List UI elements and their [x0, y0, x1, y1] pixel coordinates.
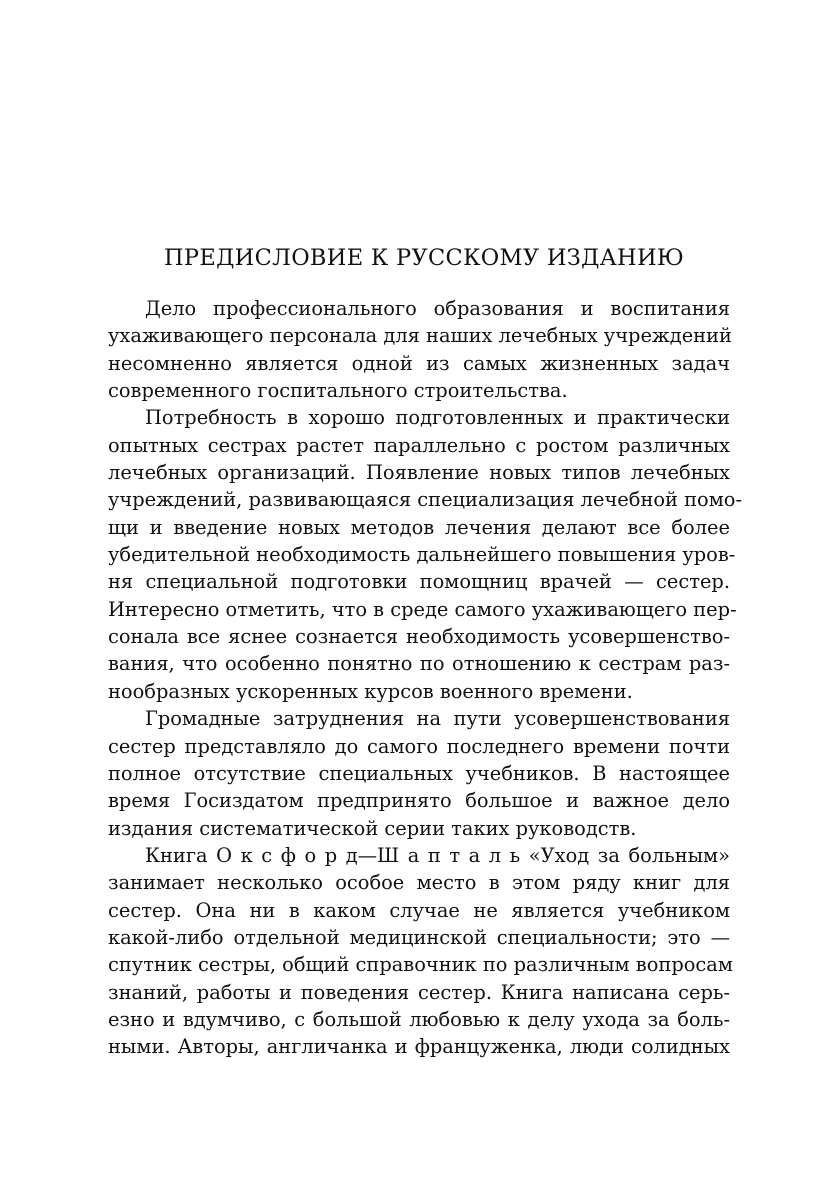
text-line: полное отсутствие специальных учебников. В настоящее [108, 761, 730, 785]
text-line: какой-либо отдельной медицинской специальности; это — [108, 925, 730, 949]
text-line: спутник сестры, общий справочник по различным вопросам [108, 953, 733, 977]
text-line: ухаживающего персонала для наших лечебных учреждений [108, 324, 732, 348]
text-line: занимает несколько особое место в этом ряду книг для [108, 871, 730, 895]
text-line: ня специальной подготовки помощниц врачей — сестер. [108, 570, 730, 594]
text-line: Книга О к с ф о р д—Ш а п т а л ь «Уход за больным» [145, 843, 730, 867]
text-line: щи и введение новых методов лечения делают все более [108, 515, 730, 539]
text-line: лечебных организаций. Появление новых типов лечебных [108, 461, 730, 485]
paragraph [108, 295, 730, 404]
text-line: сестер представляло до самого последнего времени почти [108, 734, 730, 758]
text-line: нообразных ускоренных курсов военного времени. [108, 679, 633, 703]
text-line: езно и вдумчиво, с большой любовью к делу ухода за боль- [108, 1007, 730, 1031]
text-line: убедительной необходимость дальнейшего повышения уров- [108, 543, 736, 567]
text-line: знаний, работы и поведения сестер. Книга написана серь- [108, 980, 730, 1004]
page-heading: ПРЕДИСЛОВИЕ К РУССКОМУ ИЗДАНИЮ [164, 245, 685, 271]
text-line: издания систематической серии таких руководств. [108, 816, 637, 840]
text-line: Интересно отметить, что в среде самого ухаживающего пер- [108, 597, 737, 621]
text-line: Дело профессионального образования и воспитания [145, 297, 730, 320]
text-line: Потребность в хорошо подготовленных и практически [145, 406, 730, 430]
preface-body [108, 295, 743, 1061]
text-line: вания, что особенно понятно по отношению к сестрам раз- [108, 652, 730, 676]
text-line: время Госиздатом предпринято большое и важное дело [108, 789, 730, 813]
paragraph [108, 705, 730, 842]
text-line: опытных сестрах растет параллельно с ростом различных [108, 433, 730, 457]
text-line: учреждений, развивающаяся специализация лечебной помо- [108, 488, 743, 512]
text-line: несомненно является одной из самых жизненных задач [108, 351, 730, 375]
text-line: Громадные затруднения на пути усовершенствования [145, 707, 730, 731]
text-line: сонала все яснее сознается необходимость усовершенство- [108, 625, 730, 649]
text-line: современного госпитального строительства. [108, 379, 568, 403]
paragraph [108, 404, 743, 705]
text-line: сестер. Она ни в каком случае не является учебником [108, 898, 730, 922]
text-line: ными. Авторы, англичанка и француженка, люди солидных [108, 1035, 730, 1059]
paragraph [108, 842, 733, 1061]
